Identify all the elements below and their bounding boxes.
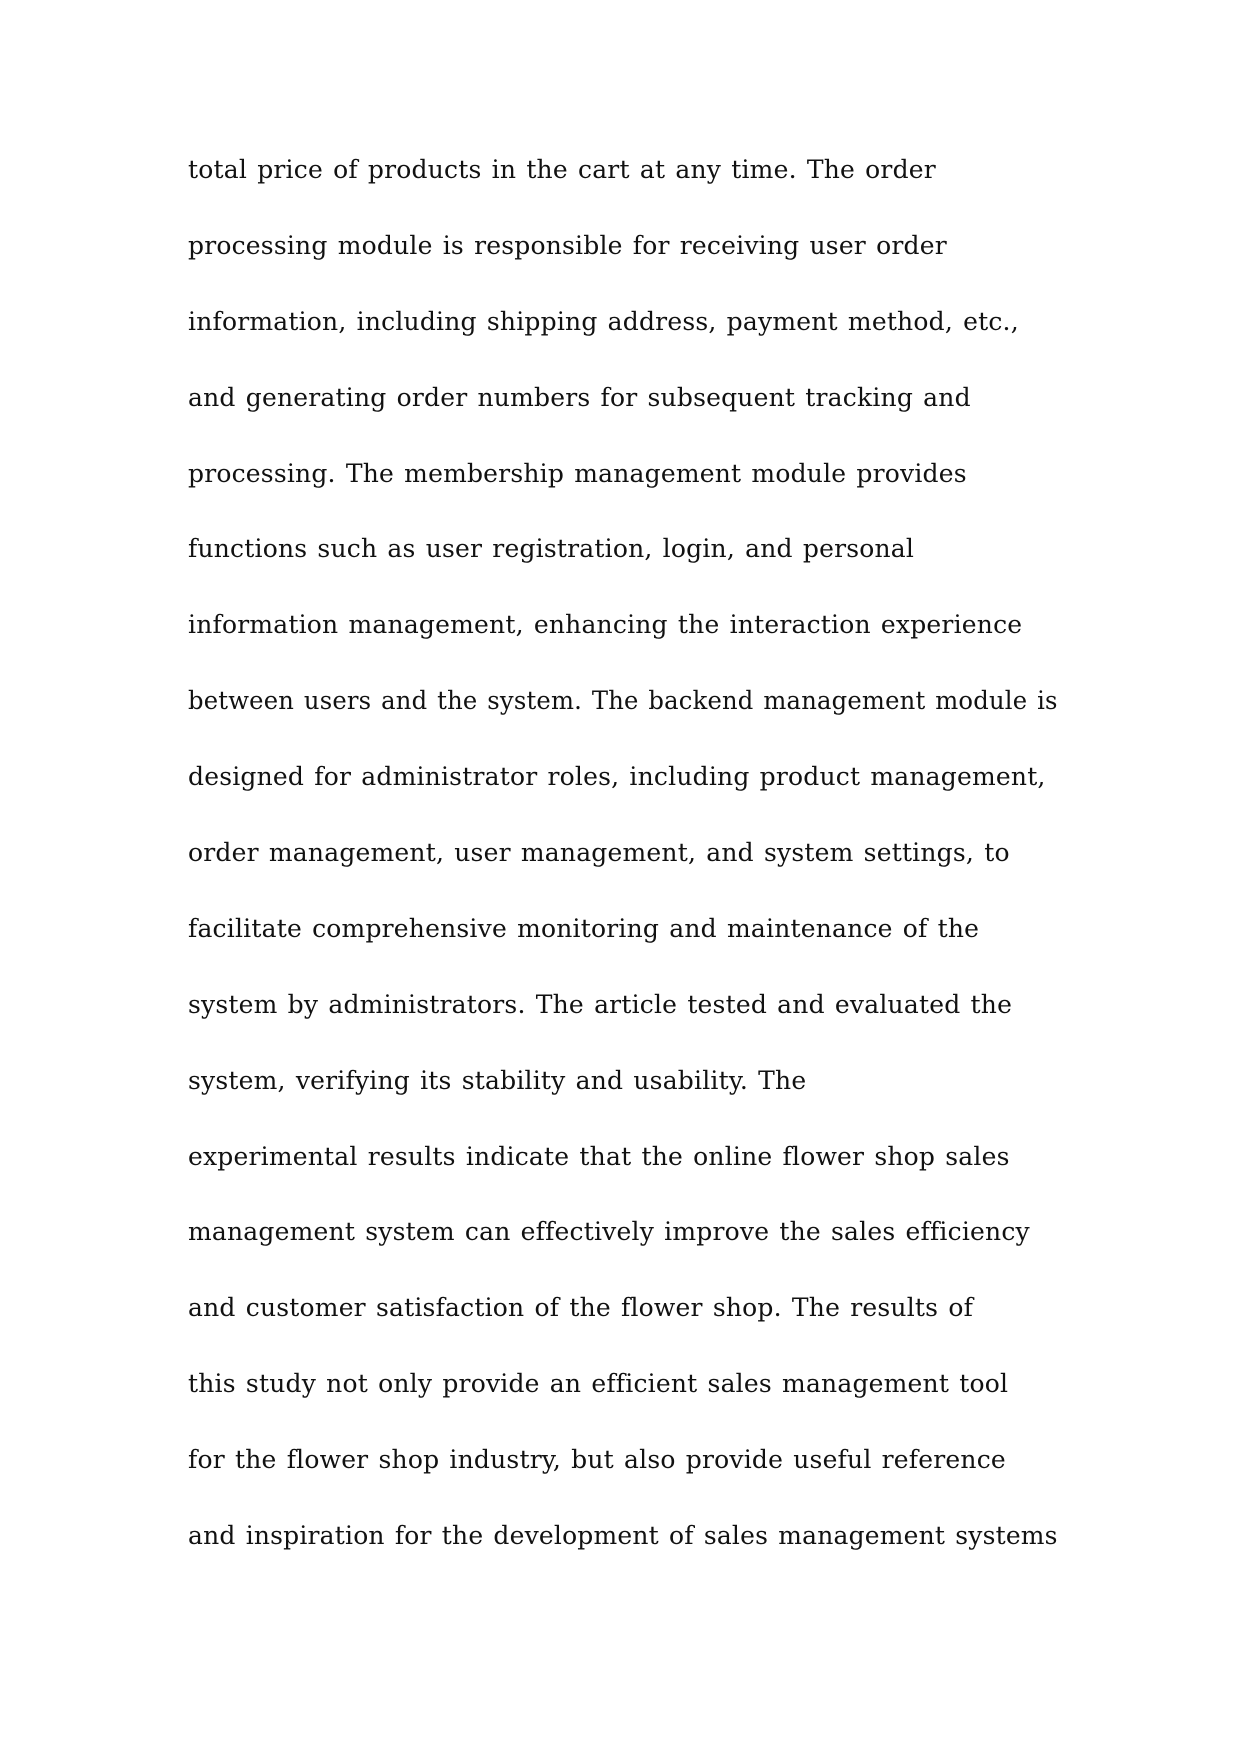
body-paragraph bbox=[188, 138, 1058, 1580]
text-line: and customer satisfaction of the flower shop. The results of bbox=[188, 1293, 974, 1323]
text-line: total price of products in the cart at any time. The order bbox=[188, 155, 936, 184]
text-line: order management, user management, and system settings, to bbox=[188, 838, 1010, 868]
text-line: processing module is responsible for receiving user order bbox=[188, 230, 947, 260]
text-line: management system can effectively improve the sales efficiency bbox=[188, 1217, 1030, 1247]
text-line: functions such as user registration, login, and personal bbox=[188, 534, 915, 564]
text-line: processing. The membership management module provides bbox=[188, 458, 967, 488]
text-line: information, including shipping address, payment method, etc., bbox=[188, 306, 1019, 336]
text-line: for the flower shop industry, but also provide useful reference bbox=[188, 1445, 1006, 1475]
text-line: designed for administrator roles, including product management, bbox=[188, 762, 1046, 792]
text-line: and generating order numbers for subsequent tracking and bbox=[188, 382, 971, 412]
text-line: between users and the system. The backend management module is bbox=[188, 686, 1058, 716]
text-line: facilitate comprehensive monitoring and maintenance of the bbox=[188, 913, 980, 943]
text-line: this study not only provide an efficient sales management tool bbox=[188, 1369, 1009, 1399]
text-line: information management, enhancing the interaction experience bbox=[188, 610, 1023, 640]
text-line: and inspiration for the development of sales management systems bbox=[188, 1521, 1058, 1551]
text-line: system, verifying its stability and usability. The bbox=[188, 1065, 807, 1095]
text-line: experimental results indicate that the online flower shop sales bbox=[188, 1141, 1010, 1171]
text-line: system by administrators. The article tested and evaluated the bbox=[188, 989, 1013, 1019]
